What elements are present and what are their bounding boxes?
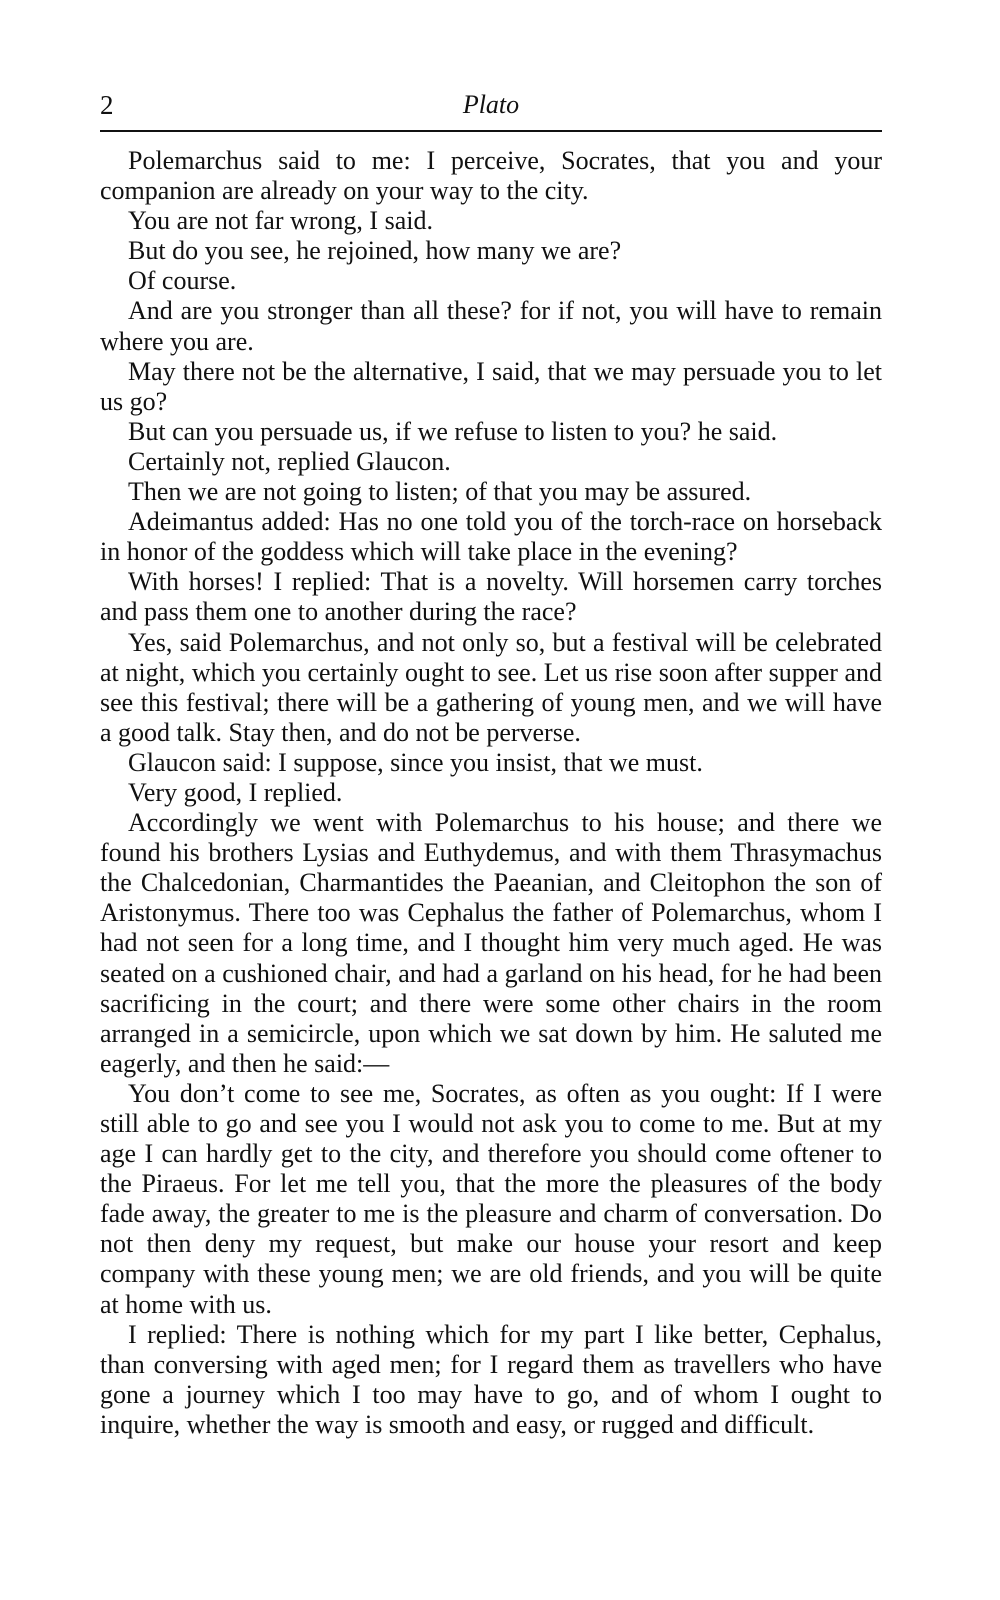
paragraph: May there not be the alternative, I said, that we may persuade you to let us go? — [100, 356, 882, 416]
paragraph: Glaucon said: I suppose, since you insist, that we must. — [128, 747, 703, 777]
paragraph: Very good, I replied. — [128, 777, 343, 807]
paragraph: Then we are not going to listen; of that you may be assured. — [128, 477, 752, 507]
paragraph: I replied: There is nothing which for my part I like better, Cephalus, than conversing with aged men; for I regard them as travellers who have gone a journey which I too may have to go, and of whom I ought to inquire, whether the way is smooth and easy, or rugged and difficult. — [100, 1319, 882, 1439]
paragraph: You don’t come to see me, Socrates, as often as you ought: If I were still able to go and see you I would not ask you to come to me. But at my age I can hardly get to the city, and therefore you should come oftener to the Piraeus. For let me tell you, that the more the pleasures of the body fade away, the greater to me is the pleasure and charm of conversation. Do not then deny my request, but make our house your resort and keep company with these young men; we are old friends, and you will be quite at home with us. — [100, 1078, 882, 1319]
paragraph: Of course. — [128, 266, 237, 296]
paragraph: Accordingly we went with Polemarchus to his house; and there we found his brothers Lysias and Euthydemus, and with them Thrasymachus the Chalcedonian, Charmantides the Paeanian, and Cleitophon the son of Aristonymus. There too was Cephalus the father of Polemarchus, whom I had not seen for a long time, and I thought him very much aged. He was seated on a cushioned chair, and had a garland on his head, for he had been sacrificing in the court; and there were some other chairs in the room arranged in a semicircle, upon which we sat down by him. He saluted me eagerly, and then he said:— — [100, 808, 882, 1078]
paragraph: Polemarchus said to me: I perceive, Socrates, that you and your companion are already on your way to the city. — [100, 146, 882, 206]
paragraph: But can you persuade us, if we refuse to listen to you? he said. — [128, 416, 778, 446]
paragraph: Adeimantus added: Has no one told you of the torch-race on horseback in honor of the goddess which will take place in the evening? — [100, 507, 882, 567]
paragraph: With horses! I replied: That is a novelty. Will horsemen carry torches and pass them one to another during the race? — [100, 567, 882, 627]
body-text — [100, 146, 882, 1440]
page-number: 2 — [100, 90, 114, 120]
paragraph: Yes, said Polemarchus, and not only so, but a festival will be celebrated at night, which you certainly ought to see. Let us rise soon after supper and see this festival; there will be a gathering of young men, and we will have a good talk. Stay then, and do not be perverse. — [100, 627, 882, 747]
paragraph: And are you stronger than all these? for if not, you will have to remain where you are. — [100, 296, 882, 356]
paragraph: But do you see, he rejoined, how many we are? — [128, 236, 622, 266]
paragraph: Certainly not, replied Glaucon. — [128, 446, 451, 476]
page-header — [100, 88, 882, 128]
running-head: Plato — [462, 90, 520, 119]
paragraph: You are not far wrong, I said. — [128, 206, 433, 236]
header-rule — [100, 130, 882, 132]
